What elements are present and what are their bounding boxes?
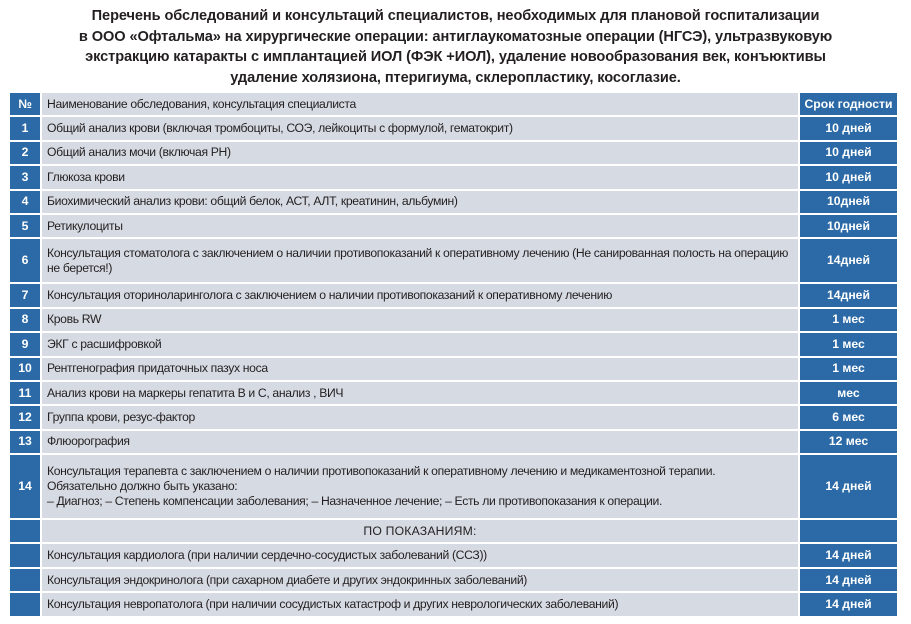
row-number: 11 [9, 381, 41, 405]
validity-term: мес [799, 381, 898, 405]
row-number-empty [9, 592, 41, 616]
document-title [0, 6, 911, 88]
exam-name [41, 454, 799, 519]
row-number: 7 [9, 283, 41, 307]
exam-name: Консультация кардиолога (при наличии сердечно-сосудистых заболеваний (ССЗ)) [41, 543, 799, 567]
exam-name: Консультация оториноларинголога с заключением о наличии противопоказаний к оперативному лечению [41, 283, 799, 307]
row-number: 5 [9, 214, 41, 238]
validity-term: 14 дней [799, 568, 898, 592]
table-row [9, 357, 898, 381]
exam-name: Группа крови, резус-фактор [41, 405, 799, 429]
title-line: в ООО «Офтальма» на хирургические операции: антиглаукоматозные операции (НГСЭ), ультразвуковую [78, 28, 833, 45]
row-number: 3 [9, 165, 41, 189]
row-number: 13 [9, 430, 41, 454]
row-number: 12 [9, 405, 41, 429]
validity-term: 14 дней [799, 543, 898, 567]
title-line: удаление холязиона, птеригиума, склеропластику, косоглазие. [230, 69, 681, 86]
table-row [9, 141, 898, 165]
row-number: 4 [9, 190, 41, 214]
validity-term: 10 дней [799, 116, 898, 140]
table-row [9, 430, 898, 454]
exam-name: ЭКГ с расшифровкой [41, 332, 799, 356]
validity-term: 14 дней [799, 592, 898, 616]
table-row [9, 332, 898, 356]
column-header-num: № [9, 92, 41, 116]
exams-table [9, 92, 898, 617]
table-row [9, 116, 898, 140]
exam-name-line: Консультация терапевта с заключением о наличии противопоказаний к оперативному лечению и медикаментозной терапии. [47, 464, 716, 479]
validity-term: 10 дней [799, 141, 898, 165]
table-row [9, 308, 898, 332]
validity-term: 1 мес [799, 308, 898, 332]
table-row [9, 190, 898, 214]
row-number: 6 [9, 238, 41, 283]
validity-term: 1 мес [799, 332, 898, 356]
table-row [9, 454, 898, 519]
section-row [9, 519, 898, 543]
exam-name: Рентгенография придаточных пазух носа [41, 357, 799, 381]
exam-name: Биохимический анализ крови: общий белок, АСТ, АЛТ, креатинин, альбумин) [41, 190, 799, 214]
exam-name: Кровь RW [41, 308, 799, 332]
validity-term: 14дней [799, 238, 898, 283]
exam-name: Общий анализ мочи (включая РН) [41, 141, 799, 165]
exam-name-line: не берется!) [47, 260, 113, 275]
table-row [9, 405, 898, 429]
row-number: 2 [9, 141, 41, 165]
exam-name-line: – Диагноз; – Степень компенсации заболевания; – Назначенное лечение; – Есть ли противопоказания к операции. [47, 494, 662, 509]
column-header-name: Наименование обследования, консультация специалиста [41, 92, 799, 116]
exam-name-line: Обязательно должно быть указано: [47, 479, 238, 494]
row-number: 14 [9, 454, 41, 519]
validity-term: 14дней [799, 283, 898, 307]
section-label: ПО ПОКАЗАНИЯМ: [41, 519, 799, 543]
table-header-row [9, 92, 898, 116]
validity-term: 6 мес [799, 405, 898, 429]
exam-name: Общий анализ крови (включая тромбоциты, СОЭ, лейкоциты с формулой, гематокрит) [41, 116, 799, 140]
title-line: экстракцию катаракты с имплантацией ИОЛ (ФЭК +ИОЛ), удаление новообразования век, конъюктивы [85, 49, 826, 65]
exam-name: Ретикулоциты [41, 214, 799, 238]
validity-term: 12 мес [799, 430, 898, 454]
table-row [9, 283, 898, 307]
row-number: 8 [9, 308, 41, 332]
column-header-term: Срок годности [799, 92, 898, 116]
exam-name: Консультация эндокринолога (при сахарном диабете и других эндокринных заболеваний) [41, 568, 799, 592]
table-row [9, 381, 898, 405]
exam-name: Флюорография [41, 430, 799, 454]
table-row [9, 568, 898, 592]
exam-name-line: Консультация стоматолога с заключением о наличии противопоказаний к оперативному лечению (Не санированная полость на операцию [47, 245, 788, 260]
exam-name: Глюкоза крови [41, 165, 799, 189]
validity-term: 10дней [799, 214, 898, 238]
table-row [9, 238, 898, 283]
section-blank-cell [799, 519, 898, 543]
validity-term: 1 мес [799, 357, 898, 381]
row-number: 10 [9, 357, 41, 381]
table-row [9, 214, 898, 238]
row-number: 9 [9, 332, 41, 356]
table-row [9, 592, 898, 616]
exam-name [41, 238, 799, 283]
exam-name: Анализ крови на маркеры гепатита В и С, анализ , ВИЧ [41, 381, 799, 405]
section-blank-cell [9, 519, 41, 543]
row-number-empty [9, 568, 41, 592]
validity-term: 14 дней [799, 454, 898, 519]
table-row [9, 165, 898, 189]
row-number: 1 [9, 116, 41, 140]
validity-term: 10 дней [799, 165, 898, 189]
table-row [9, 543, 898, 567]
title-line: Перечень обследований и консультаций специалистов, необходимых для плановой госпитализации [91, 8, 820, 24]
validity-term: 10дней [799, 190, 898, 214]
exam-name: Консультация невропатолога (при наличии сосудистых катастроф и других неврологических заболеваний) [41, 592, 799, 616]
row-number-empty [9, 543, 41, 567]
